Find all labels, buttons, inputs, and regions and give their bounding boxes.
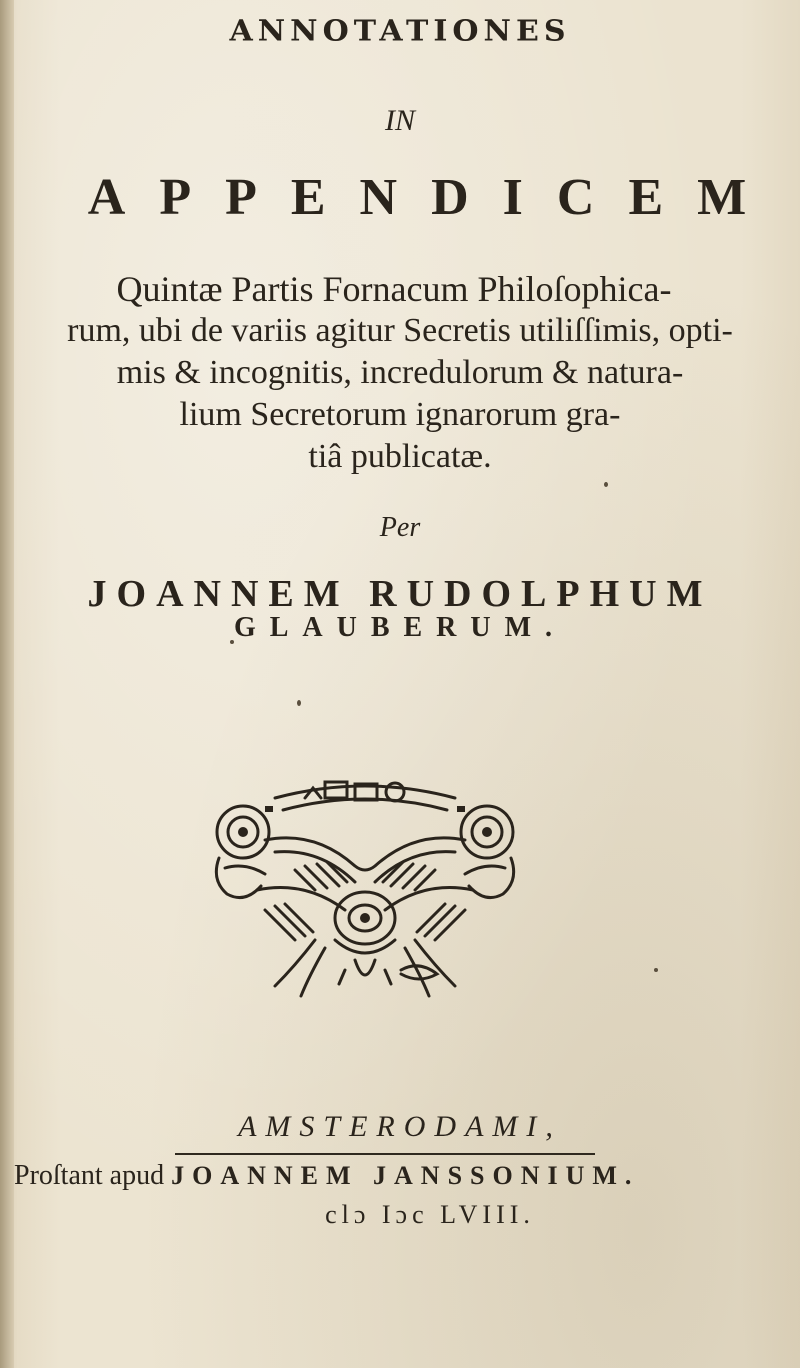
running-head: ANNOTATIONES [229,14,571,49]
imprint-date: clɔ Iɔc LVIII. [325,1200,535,1229]
body-line-3: mis & incognitis, incredulorum & natura- [116,354,684,391]
main-heading: APPENDICEM [87,169,781,226]
author-name-line-1: JOANNEM RUDOLPHUM [87,573,713,615]
paper-speck [604,482,608,487]
imprint-line [14,1160,639,1192]
woodcut-vignette-icon [205,770,525,1005]
imprint-rule [175,1153,595,1155]
preposition: IN [385,104,415,137]
body-line-2: rum, ubi de variis agitur Secretis utiliſſimis, opti- [67,312,733,349]
paper-speck [297,700,301,706]
body-line-1: Quintæ Partis Fornacum Philoſophica- [116,269,672,309]
per-label: Per [379,512,421,543]
author-name-line-2: GLAUBERUM. [233,612,567,643]
paper-speck [654,968,658,972]
imprint-city: AMSTERODAMI, [238,1110,562,1143]
body-line-5: tiâ publicatæ. [308,438,492,475]
publisher-name: JOANNEM JANSSONIUM. [171,1161,640,1190]
imprint-lead: Proſtant apud [14,1160,165,1191]
paper-speck [230,640,234,644]
body-line-4: lium Secretorum ignarorum gra- [179,396,621,433]
